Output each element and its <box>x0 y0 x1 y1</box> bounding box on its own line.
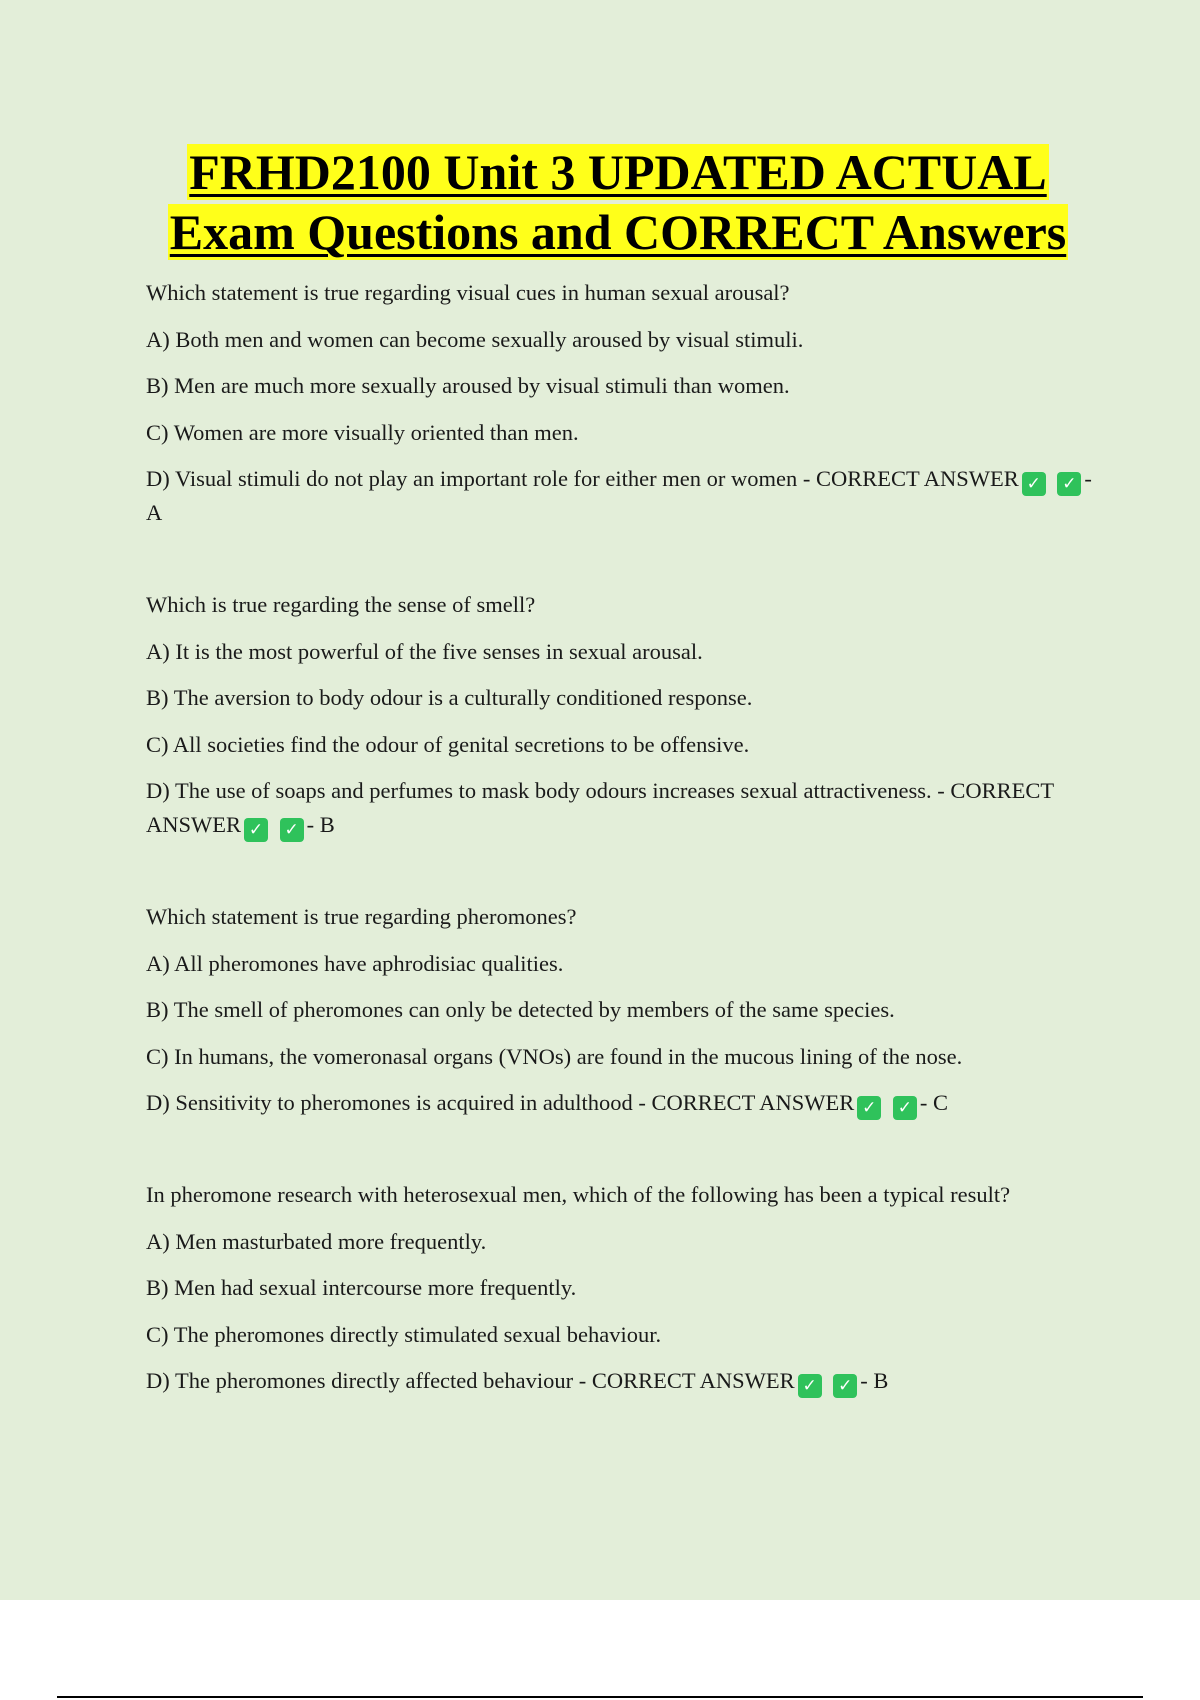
check-mark-icon: ✓ <box>798 1374 822 1398</box>
option-d: D) The use of soaps and perfumes to mask body odours increases sexual attractiveness. - CORRECT ANSWER <box>146 778 1054 837</box>
check-mark-icon: ✓ <box>857 1096 881 1120</box>
correct-answer: - C <box>919 1090 949 1115</box>
option-a: A) It is the most powerful of the five senses in sexual arousal. <box>146 638 703 664</box>
document-title <box>0 142 1200 262</box>
option-d-with-answer <box>146 462 1106 530</box>
correct-answer: - A <box>146 466 1092 525</box>
option-d: D) Visual stimuli do not play an important role for either men or women - CORRECT ANSWER <box>146 466 1019 491</box>
check-mark-icon: ✓ <box>1022 472 1046 496</box>
title-line-2: Exam Questions and CORRECT Answers <box>169 204 1067 260</box>
option-b: B) Men had sexual intercourse more frequently. <box>146 1275 577 1300</box>
option-a: A) Men masturbated more frequently. <box>146 1228 487 1254</box>
option-c: C) All societies find the odour of genital secretions to be offensive. <box>146 731 750 757</box>
option-d: D) The pheromones directly affected behaviour - CORRECT ANSWER <box>146 1368 795 1393</box>
footer-divider <box>57 1696 1143 1698</box>
question-text: Which statement is true regarding pheromones? <box>146 904 577 929</box>
question-block-2 <box>146 588 1106 842</box>
check-mark-icon: ✓ <box>893 1096 917 1120</box>
option-d-with-answer <box>146 774 1106 842</box>
check-mark-icon: ✓ <box>833 1374 857 1398</box>
title-line-1: FRHD2100 Unit 3 UPDATED ACTUAL <box>189 144 1047 200</box>
option-b: B) The aversion to body odour is a culturally conditioned response. <box>146 685 753 710</box>
option-d-with-answer <box>146 1086 1106 1120</box>
check-mark-icon: ✓ <box>1057 472 1081 496</box>
option-d: D) Sensitivity to pheromones is acquired in adulthood - CORRECT ANSWER <box>146 1090 855 1115</box>
check-mark-icon: ✓ <box>244 818 268 842</box>
question-text: In pheromone research with heterosexual men, which of the following has been a typical result? <box>146 1182 1011 1207</box>
question-block-3 <box>146 900 1106 1120</box>
question-text: Which is true regarding the sense of smell? <box>146 592 536 617</box>
option-c: C) The pheromones directly stimulated sexual behaviour. <box>146 1321 662 1347</box>
option-a: A) Both men and women can become sexually aroused by visual stimuli. <box>146 326 804 352</box>
questions-list <box>146 276 1106 1456</box>
option-b: B) The smell of pheromones can only be detected by members of the same species. <box>146 997 895 1022</box>
question-block-4 <box>146 1178 1106 1398</box>
question-block-1 <box>146 276 1106 530</box>
option-c: C) Women are more visually oriented than men. <box>146 419 579 445</box>
correct-answer: - B <box>306 812 335 837</box>
option-d-with-answer <box>146 1364 1106 1398</box>
check-mark-icon: ✓ <box>280 818 304 842</box>
option-a: A) All pheromones have aphrodisiac qualities. <box>146 950 564 976</box>
option-c: C) In humans, the vomeronasal organs (VNOs) are found in the mucous lining of the nose. <box>146 1043 963 1069</box>
question-text: Which statement is true regarding visual cues in human sexual arousal? <box>146 280 790 305</box>
option-b: B) Men are much more sexually aroused by visual stimuli than women. <box>146 373 790 398</box>
correct-answer: - B <box>860 1368 889 1393</box>
